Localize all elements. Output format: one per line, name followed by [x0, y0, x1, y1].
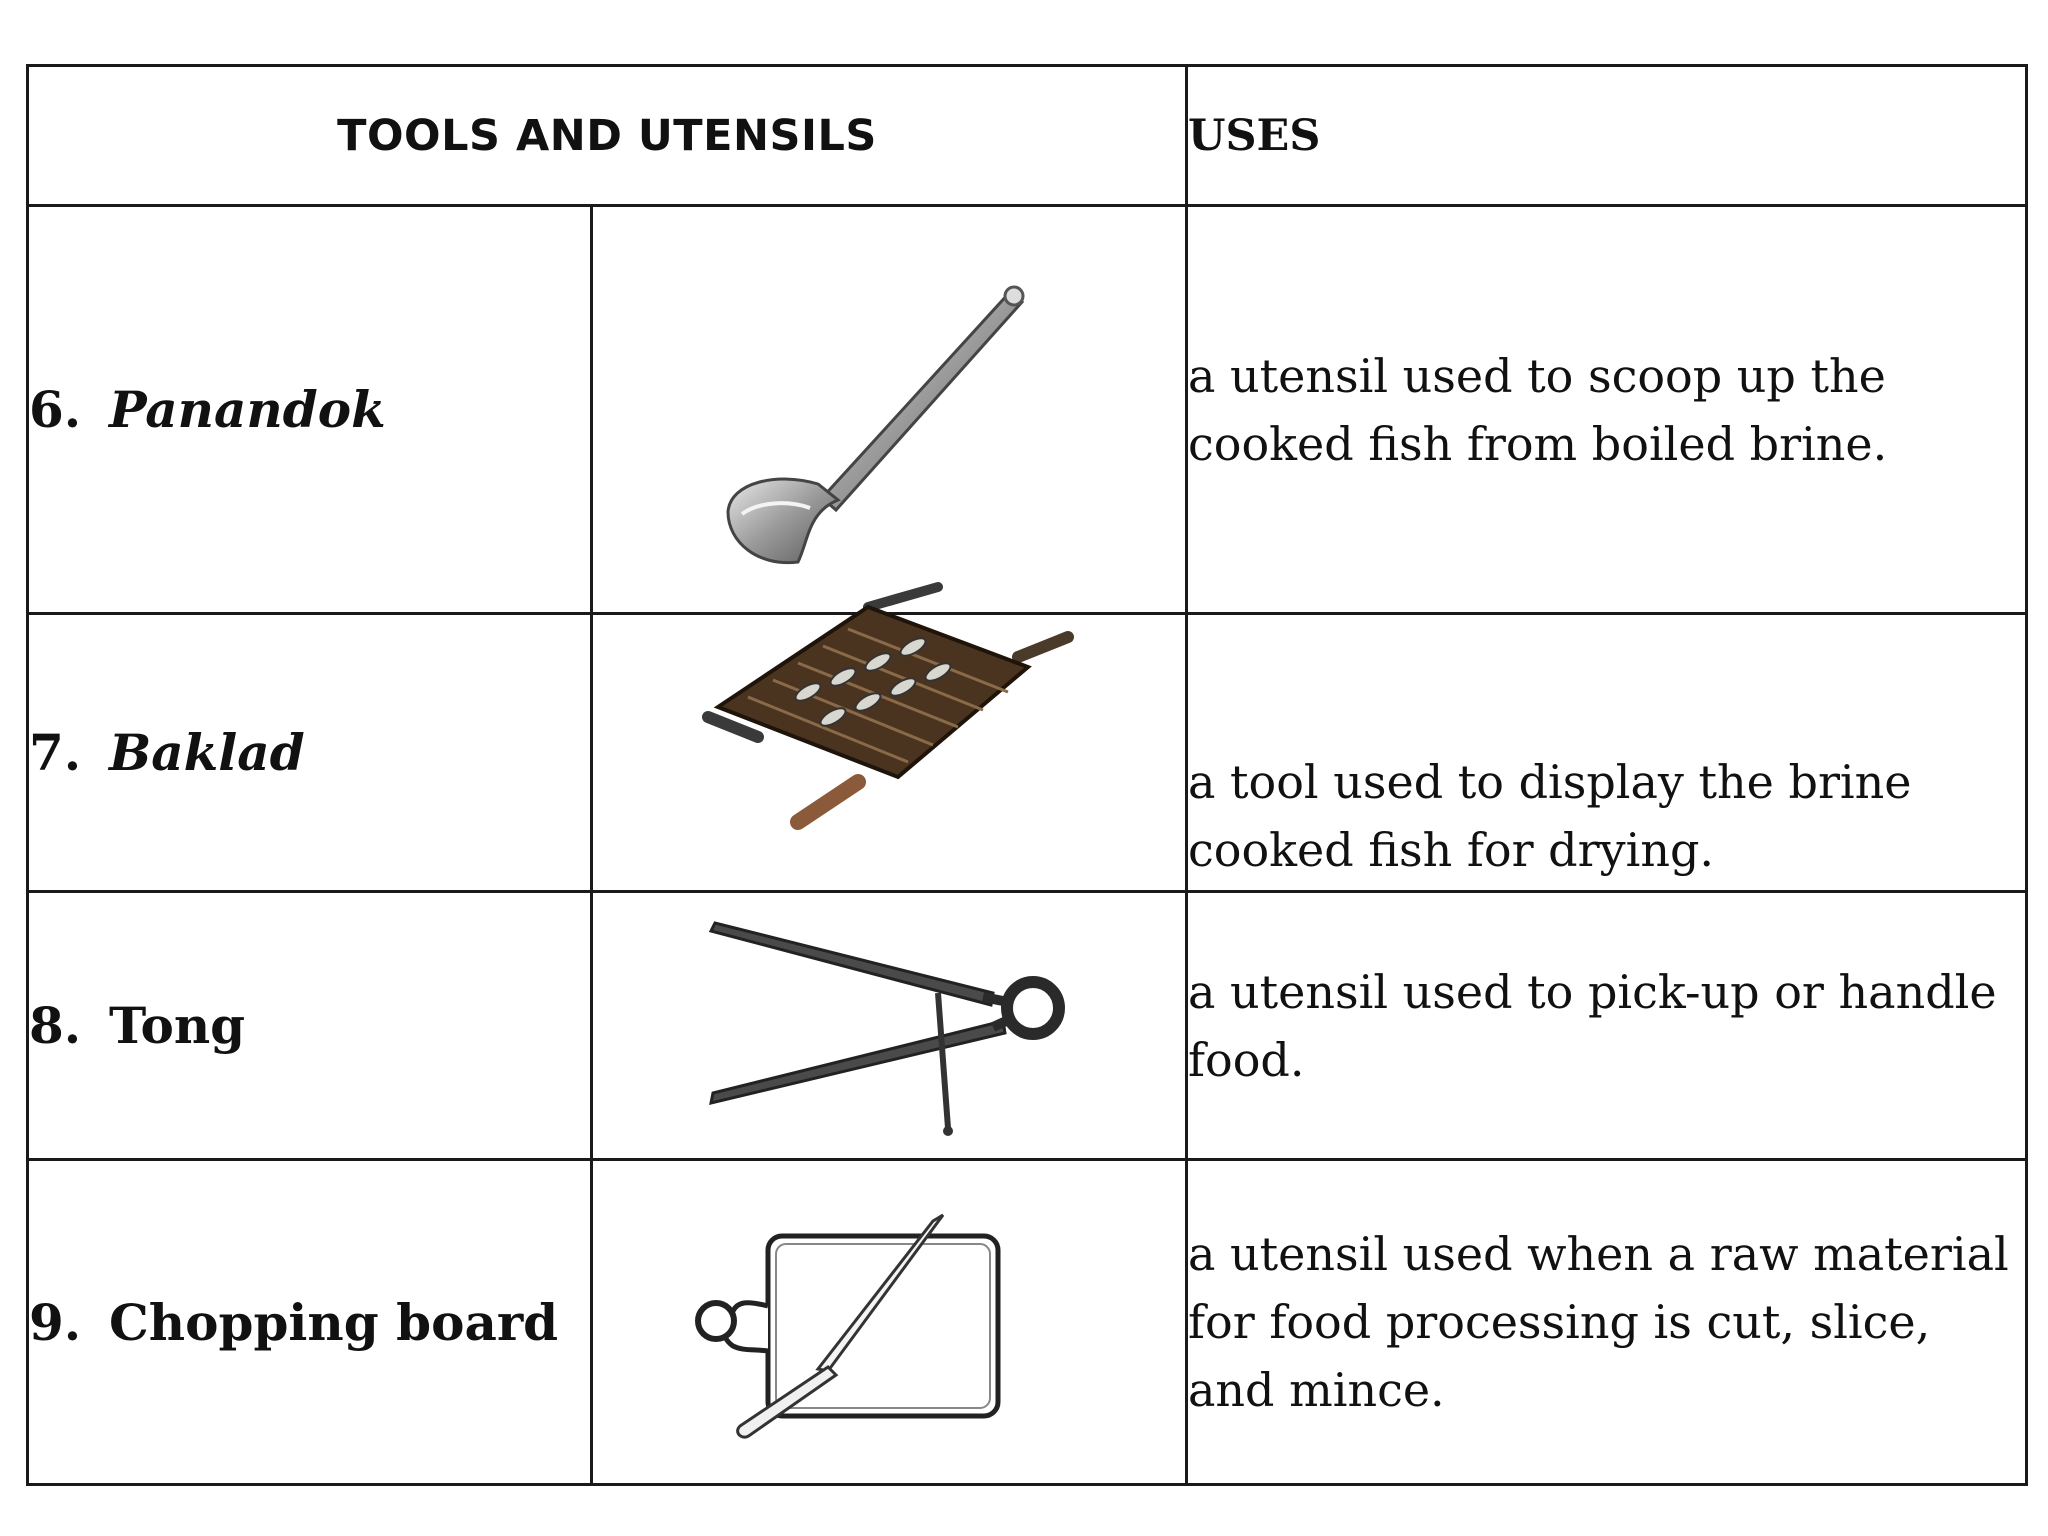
table-row — [28, 1160, 2027, 1485]
header-uses: USES — [1187, 66, 2027, 206]
tool-name: Baklad — [109, 723, 305, 782]
ladle-image — [718, 272, 1038, 572]
tool-name-cell — [28, 614, 592, 892]
drying-rack-image — [668, 567, 1088, 847]
table-row — [28, 892, 2027, 1160]
tool-name: Panandok — [109, 380, 386, 439]
tool-image-cell — [592, 614, 1187, 892]
table-row — [28, 614, 2027, 892]
item-number: 9. — [29, 1292, 82, 1352]
tool-image-cell — [592, 206, 1187, 614]
item-number: 8. — [29, 996, 82, 1055]
item-number: 7. — [29, 723, 82, 782]
table-header-row — [28, 66, 2027, 206]
tool-name: Tong — [109, 996, 246, 1055]
tool-use: a utensil used to scoop up the cooked fish from boiled brine. — [1187, 206, 2027, 614]
item-number: 6. — [29, 380, 82, 439]
tool-use: a utensil used when a raw material for food processing is cut, slice, and mince. — [1187, 1160, 2027, 1485]
tool-image-cell — [592, 892, 1187, 1160]
header-tools-and-utensils: TOOLS AND UTENSILS — [28, 66, 1187, 206]
tool-use: a utensil used to pick-up or handle food. — [1187, 892, 2027, 1160]
tool-name-cell — [28, 892, 592, 1160]
tools-table — [26, 64, 2028, 1486]
tool-name-cell — [28, 206, 592, 614]
tool-use: a tool used to display the brine cooked fish for drying. — [1187, 614, 2027, 892]
tong-image — [703, 913, 1083, 1143]
table-row — [28, 206, 2027, 614]
tool-name: Chopping board — [109, 1292, 559, 1352]
tool-name-cell — [28, 1160, 592, 1485]
chopping-board-image — [678, 1201, 1018, 1451]
tool-image-cell — [592, 1160, 1187, 1485]
